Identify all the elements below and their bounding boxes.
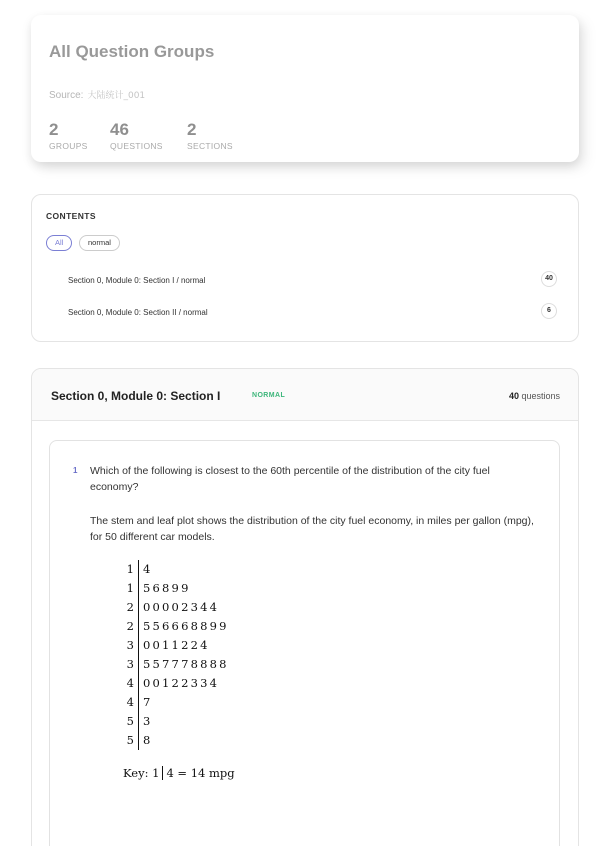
- question-context: The stem and leaf plot shows the distribution of the city fuel economy, in miles per gallon (mpg), for 50 different car models.: [90, 515, 534, 543]
- leaf-values: 4: [143, 562, 153, 576]
- stat-sections-label: SECTIONS: [187, 141, 233, 151]
- stat-sections-value: 2: [187, 120, 197, 139]
- question-text: Which of the following is closest to the 60th percentile of the distribution of the city fuel economy?: [90, 465, 490, 493]
- stat-groups-label: GROUPS: [49, 141, 88, 151]
- stem-row: [123, 712, 229, 731]
- toc-item-section-2[interactable]: Section 0, Module 0: Section II / normal: [68, 308, 208, 317]
- leaf-values: 7: [143, 695, 153, 709]
- source-label: Source:: [49, 90, 84, 101]
- filter-chip-normal[interactable]: normal: [79, 235, 120, 251]
- stem-row: [123, 560, 229, 579]
- source-line: [49, 88, 145, 101]
- stem-row: [123, 579, 229, 598]
- leaf-values: 00122334: [143, 676, 220, 690]
- stem-plot-key: [123, 766, 235, 780]
- page-title: All Question Groups: [49, 42, 215, 61]
- question-card: [49, 440, 560, 846]
- toc-item-section-2-count: 6: [541, 303, 557, 319]
- stem-row: [123, 598, 229, 617]
- leaf-values: 0011224: [143, 638, 210, 652]
- leaf-values: 557778888: [143, 657, 229, 671]
- stem-value: 1: [126, 562, 134, 576]
- stat-groups-value: 2: [49, 120, 59, 139]
- leaf-values: 3: [143, 714, 153, 728]
- stem-value: 2: [126, 600, 134, 614]
- stem-row: [123, 731, 229, 750]
- contents-card: [31, 194, 579, 342]
- stem-leaf-plot: [123, 560, 229, 750]
- stem-row: [123, 617, 229, 636]
- section-header: [32, 369, 578, 421]
- source-value: 大陆统计_001: [87, 91, 146, 101]
- stem-value: 3: [126, 638, 134, 652]
- stem-divider: [138, 712, 139, 731]
- contents-heading: CONTENTS: [46, 211, 96, 221]
- stem-divider: [138, 579, 139, 598]
- stem-value: 5: [126, 714, 134, 728]
- section-count-value: 40: [508, 391, 519, 401]
- leaf-values: 8: [143, 733, 153, 747]
- section-count-suffix: questions: [521, 391, 560, 401]
- stem-value: 2: [126, 619, 134, 633]
- stat-sections: [187, 120, 233, 151]
- stem-row: [123, 693, 229, 712]
- key-divider: [162, 766, 163, 780]
- stat-questions-value: 46: [110, 120, 129, 139]
- stat-groups: [49, 120, 88, 151]
- section-card: [31, 368, 579, 846]
- toc-item-section-1-count: 40: [541, 271, 557, 287]
- stem-divider: [138, 598, 139, 617]
- stem-divider: [138, 731, 139, 750]
- stem-divider: [138, 693, 139, 712]
- stem-divider: [138, 655, 139, 674]
- stem-value: 3: [126, 657, 134, 671]
- stat-questions: [110, 120, 163, 151]
- section-type-badge: NORMAL: [252, 392, 286, 399]
- section-title: Section 0, Module 0: Section I: [51, 389, 221, 403]
- stat-questions-label: QUESTIONS: [110, 141, 163, 151]
- leaf-values: 00002344: [143, 600, 220, 614]
- stem-value: 4: [126, 695, 134, 709]
- key-suffix: 4 = 14 mpg: [166, 766, 235, 780]
- stem-divider: [138, 560, 139, 579]
- stem-row: [123, 655, 229, 674]
- stem-value: 1: [126, 581, 134, 595]
- section-question-count: [509, 391, 560, 401]
- header-card: [31, 15, 579, 162]
- filter-chip-all[interactable]: All: [46, 235, 72, 251]
- stem-row: [123, 636, 229, 655]
- leaf-values: 56899: [143, 581, 191, 595]
- stem-value: 5: [126, 733, 134, 747]
- stem-divider: [138, 636, 139, 655]
- question-number: 1: [73, 466, 78, 475]
- leaf-values: 556668899: [143, 619, 229, 633]
- stem-divider: [138, 674, 139, 693]
- stem-divider: [138, 617, 139, 636]
- key-prefix: Key: 1: [123, 766, 160, 780]
- toc-item-section-1[interactable]: Section 0, Module 0: Section I / normal: [68, 276, 206, 285]
- stem-value: 4: [126, 676, 134, 690]
- stem-row: [123, 674, 229, 693]
